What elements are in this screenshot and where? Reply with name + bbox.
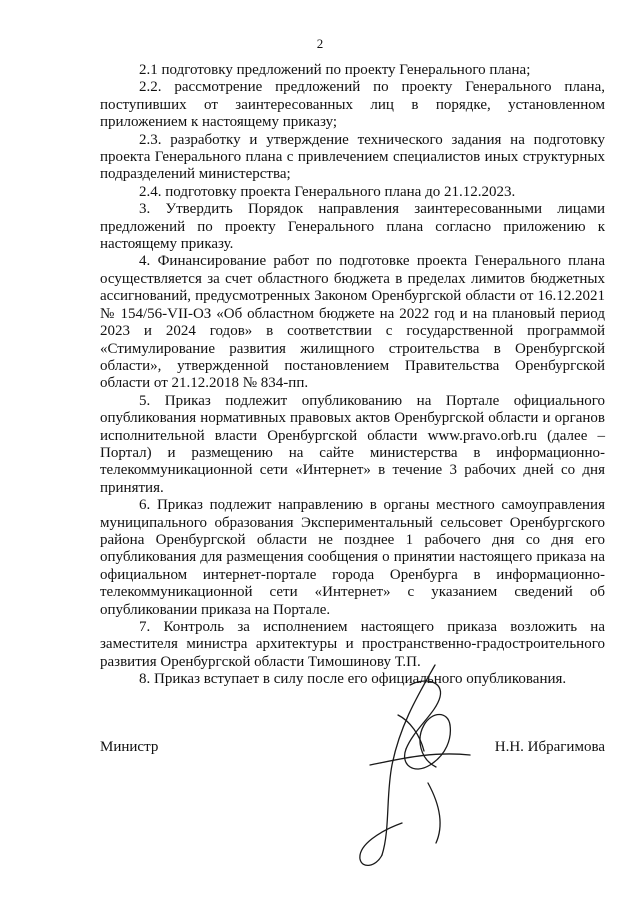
paragraph-3: 3. Утвердить Порядок направления заинтересованными лицами предложений по проекту Генерального плана согласно приложению к настоящему приказу. [100, 201, 605, 253]
paragraph-2-2: 2.2. рассмотрение предложений по проекту Генерального плана, поступивших от заинтересованных лиц в порядке, установленном приложением к настоящему приказу; [100, 79, 605, 131]
paragraph-7: 7. Контроль за исполнением настоящего приказа возложить на заместителя министра архитектуры и пространственно-градостроительного развития Оренбургской области Тимошинову Т.П. [100, 619, 605, 670]
paragraph-6: 6. Приказ подлежит направлению в органы местного самоуправления муниципального образования Экспериментальный сельсовет Оренбургского района Оренбургской области не позднее 1 рабочего дня со дня его опубликования для размещения сообщения о принятии настоящего приказа на официальном интернет-портале города Оренбурга в информационно-телекоммуникационной сети «Интернет» с указанием сведений об опубликовании приказа на Портале. [100, 497, 605, 618]
paragraph-4: 4. Финансирование работ по подготовке проекта Генерального плана осуществляется за счет областного бюджета в пределах лимитов бюджетных ассигнований, предусмотренных Законом Оренбургской области от 16.12.2021 № 154/56-VII-ОЗ «Об областном бюджете на 2022 год и на плановый период 2023 и 2024 годов» в соответствии с государственной программой «Стимулирование развития жилищного строительства в Оренбургской области», утвержденной постановлением Правительства Оренбургской области от 21.12.2018 № 834-пп. [100, 253, 605, 392]
paragraph-2-4: 2.4. подготовку проекта Генерального плана до 21.12.2023. [139, 183, 516, 200]
paragraph-5: 5. Приказ подлежит опубликованию на Портале официального опубликования нормативных правовых актов Оренбургской области и органов исполнительной власти Оренбургской области www.pravo.orb.ru (далее – Портал) и размещению на сайте министерства в информационно-телекоммуникационной сети «Интернет» в течение 3 рабочих дней со дня принятия. [100, 392, 605, 496]
paragraph-2-3: 2.3. разработку и утверждение технического задания на подготовку проекта Генерального плана с привлечением специалистов иных структурных подразделений министерства; [100, 131, 605, 183]
paragraph-2-1: 2.1 подготовку предложений по проекту Генерального плана; [139, 62, 531, 78]
paragraph-8: 8. Приказ вступает в силу после его официального опубликования. [139, 671, 567, 688]
position-title: Министр [100, 739, 159, 755]
handwritten-signature [340, 655, 490, 875]
page-number: 2 [316, 36, 324, 51]
document-body [100, 62, 605, 689]
signer-name: Н.Н. Ибрагимова [494, 739, 605, 755]
